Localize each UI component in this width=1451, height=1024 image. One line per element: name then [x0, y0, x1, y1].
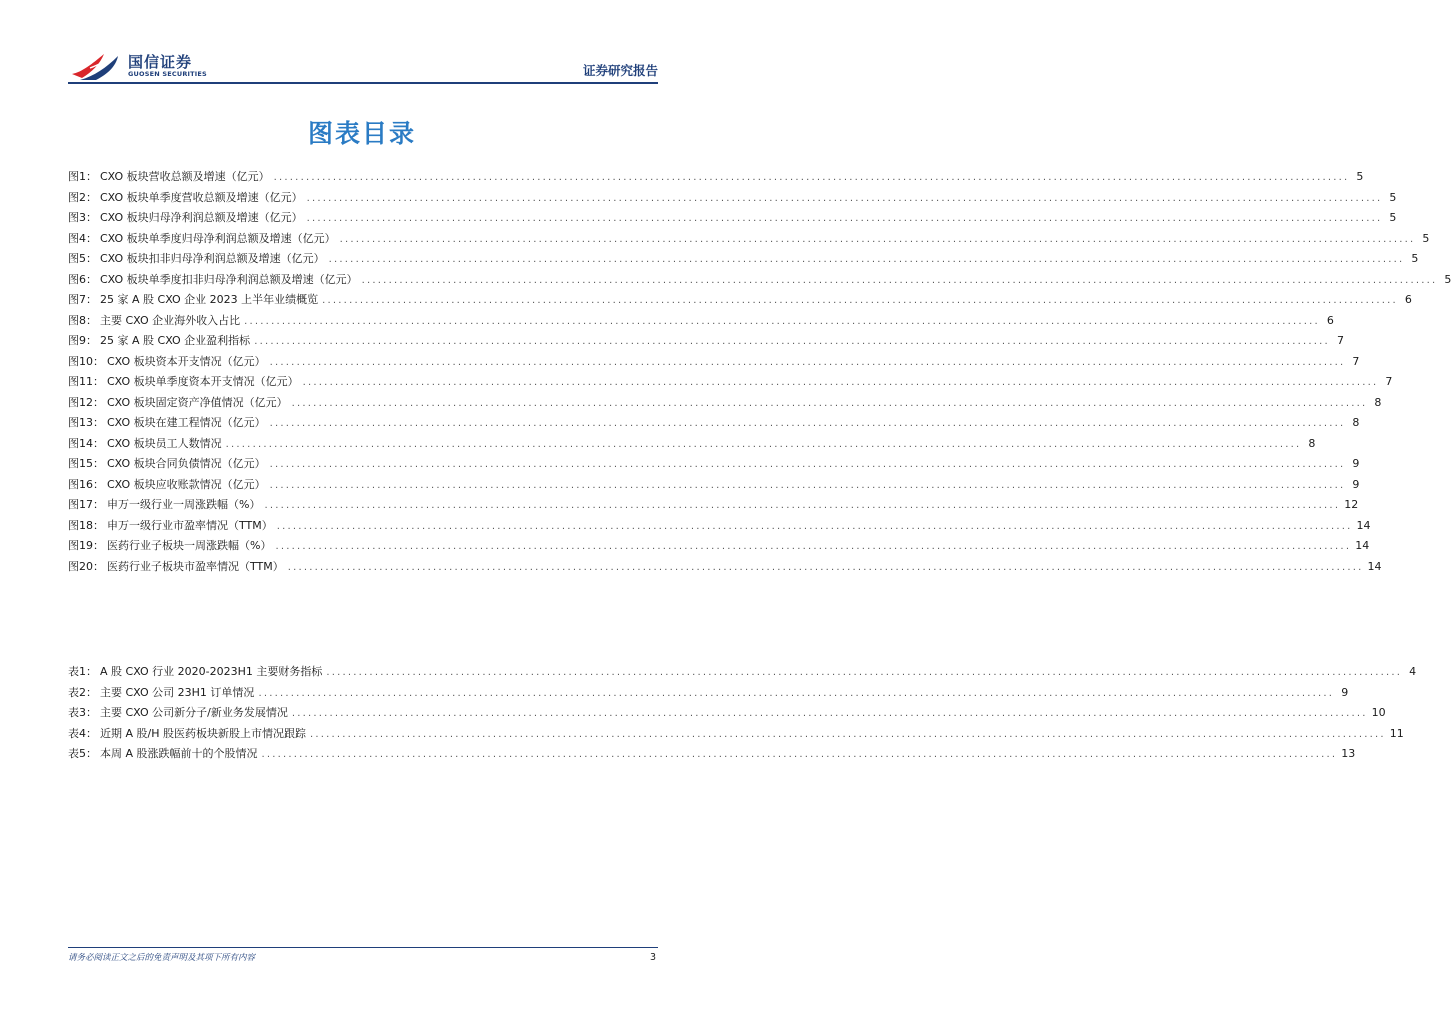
toc-entry-title: CXO 板块在建工程情况（亿元）	[107, 416, 266, 429]
toc-entry-page: 7	[1336, 334, 1344, 347]
toc-entry[interactable]	[68, 436, 1316, 458]
toc-entry-label: 图18：	[68, 518, 104, 532]
toc-dot-leader: ........................................................................................................................................................................................................	[254, 336, 1330, 347]
toc-entry-page: 5	[1422, 231, 1430, 245]
toc-entry-title: 25 家 A 股 CXO 企业 2023 上半年业绩概览	[100, 293, 319, 306]
toc-entry-page: 8	[1308, 436, 1316, 450]
toc-entry-page: 5	[1411, 252, 1419, 265]
toc-entry-label: 表3：	[68, 706, 97, 719]
toc-entry[interactable]	[68, 665, 1417, 686]
toc-dot-leader: ........................................................................................................................................................................................................	[269, 479, 1346, 491]
toc-entry-label: 图4：	[68, 231, 97, 245]
toc-entry-page: 14	[1356, 518, 1371, 532]
toc-entry-label: 图5：	[68, 252, 97, 265]
toc-entry-title: 主要 CXO 公司新分子/新业务发展情况	[100, 706, 288, 719]
toc-entry-page: 5	[1389, 190, 1397, 204]
toc-entry[interactable]	[68, 252, 1419, 273]
toc-dot-leader: ........................................................................................................................................................................................................	[339, 233, 1416, 245]
figures-toc	[68, 170, 1451, 580]
toc-entry-title: CXO 板块应收账款情况（亿元）	[107, 477, 266, 491]
toc-entry[interactable]	[68, 170, 1364, 191]
toc-entry-label: 图15：	[68, 457, 104, 470]
toc-entry-title: CXO 板块归母净利润总额及增速（亿元）	[100, 211, 303, 224]
toc-entry[interactable]	[68, 211, 1397, 232]
guosen-logo-icon	[70, 50, 124, 82]
toc-entry-label: 图6：	[68, 272, 97, 286]
toc-entry-label: 图2：	[68, 190, 97, 204]
header-divider	[68, 82, 658, 84]
toc-entry-label: 图14：	[68, 436, 104, 450]
toc-entry-label: 图16：	[68, 477, 104, 491]
toc-entry-label: 图11：	[68, 375, 104, 388]
toc-entry-title: CXO 板块单季度扣非归母净利润总额及增速（亿元）	[100, 272, 358, 286]
toc-dot-leader: ........................................................................................................................................................................................................	[258, 687, 1335, 699]
toc-entry-title: CXO 板块合同负债情况（亿元）	[107, 457, 266, 470]
toc-entry-label: 表5：	[68, 747, 97, 760]
toc-entry-page: 7	[1385, 375, 1393, 388]
toc-entry-title: CXO 板块资本开支情况（亿元）	[107, 354, 266, 368]
toc-entry-label: 图7：	[68, 293, 97, 306]
toc-dot-leader: ........................................................................................................................................................................................................	[322, 295, 1398, 306]
toc-entry-title: 25 家 A 股 CXO 企业盈利指标	[100, 334, 251, 347]
toc-entry-label: 图20：	[68, 559, 104, 573]
page-number: 3	[649, 952, 656, 963]
toc-entry[interactable]	[68, 539, 1370, 560]
toc-entry-label: 图13：	[68, 416, 104, 429]
toc-entry[interactable]	[68, 272, 1451, 294]
toc-dot-leader: ........................................................................................................................................................................................................	[287, 561, 1364, 573]
toc-entry[interactable]	[68, 498, 1359, 519]
toc-dot-leader: ........................................................................................................................................................................................................	[225, 438, 1302, 450]
toc-dot-leader: ........................................................................................................................................................................................................	[275, 541, 1352, 552]
toc-entry[interactable]	[68, 726, 1404, 748]
toc-entry-label: 表2：	[68, 685, 97, 699]
toc-entry[interactable]	[68, 231, 1430, 253]
toc-entry[interactable]	[68, 354, 1360, 376]
toc-dot-leader: ........................................................................................................................................................................................................	[276, 520, 1353, 532]
toc-entry-title: CXO 板块固定资产净值情况（亿元）	[107, 395, 288, 409]
toc-entry-page: 6	[1326, 313, 1334, 327]
toc-entry-label: 表1：	[68, 665, 97, 678]
toc-dot-leader: ........................................................................................................................................................................................................	[244, 315, 1320, 327]
toc-entry-page: 9	[1341, 685, 1349, 699]
toc-entry-page: 14	[1355, 539, 1370, 552]
footer-divider	[68, 947, 658, 948]
logo-english-name: GUOSEN SECURITIES	[128, 70, 207, 78]
toc-entry[interactable]	[68, 559, 1382, 581]
toc-entry[interactable]	[68, 334, 1344, 355]
toc-dot-leader: ........................................................................................................................................................................................................	[302, 377, 1379, 388]
toc-entry-page: 13	[1341, 747, 1356, 760]
toc-dot-leader: ........................................................................................................................................................................................................	[273, 172, 1350, 183]
toc-entry[interactable]	[68, 313, 1334, 335]
toc-entry-title: 申万一级行业一周涨跌幅（%）	[107, 498, 261, 511]
toc-dot-leader: ........................................................................................................................................................................................................	[310, 728, 1386, 740]
toc-entry[interactable]	[68, 375, 1393, 396]
page-title: 图表目录	[307, 119, 416, 148]
toc-entry-title: CXO 板块员工人数情况	[107, 436, 222, 450]
logo-chinese-name: 国信证券	[128, 53, 193, 71]
tables-toc	[68, 665, 1417, 768]
toc-entry[interactable]	[68, 395, 1382, 417]
toc-entry-title: 近期 A 股/H 股医药板块新股上市情况跟踪	[100, 726, 306, 740]
toc-dot-leader: ........................................................................................................................................................................................................	[328, 254, 1405, 265]
page-header	[68, 50, 658, 86]
toc-entry-page: 10	[1371, 706, 1386, 719]
toc-entry-page: 7	[1352, 354, 1360, 368]
report-type-label: 证券研究报告	[582, 63, 658, 78]
toc-entry-title: 主要 CXO 公司 23H1 订单情况	[100, 685, 255, 699]
toc-entry-label: 图10：	[68, 354, 104, 368]
toc-entry-title: 主要 CXO 企业海外收入占比	[100, 313, 241, 327]
toc-entry-page: 5	[1444, 272, 1451, 286]
toc-dot-leader: ........................................................................................................................................................................................................	[306, 192, 1383, 204]
toc-entry-title: CXO 板块扣非归母净利润总额及增速（亿元）	[100, 252, 325, 265]
toc-entry[interactable]	[68, 477, 1360, 499]
toc-dot-leader: ........................................................................................................................................................................................................	[326, 667, 1403, 678]
toc-entry[interactable]	[68, 747, 1356, 768]
toc-entry-page: 8	[1374, 395, 1382, 409]
toc-entry-title: 本周 A 股涨跌幅前十的个股情况	[100, 747, 258, 760]
toc-dot-leader: ........................................................................................................................................................................................................	[269, 356, 1346, 368]
toc-entry[interactable]	[68, 190, 1397, 212]
toc-dot-leader: ........................................................................................................................................................................................................	[264, 500, 1341, 511]
toc-entry-title: 医药行业子板块市盈率情况（TTM）	[107, 559, 284, 573]
toc-entry-title: 申万一级行业市盈率情况（TTM）	[107, 518, 273, 532]
toc-entry-label: 图1：	[68, 170, 97, 183]
toc-entry-page: 6	[1404, 293, 1412, 306]
toc-entry[interactable]	[68, 293, 1412, 314]
toc-entry-label: 图17：	[68, 498, 104, 511]
toc-entry-page: 11	[1389, 726, 1404, 740]
toc-entry-label: 图3：	[68, 211, 97, 224]
toc-dot-leader: ........................................................................................................................................................................................................	[291, 397, 1368, 409]
toc-entry-page: 5	[1389, 211, 1397, 224]
toc-dot-leader: ........................................................................................................................................................................................................	[269, 418, 1346, 429]
toc-entry-label: 图8：	[68, 313, 97, 327]
toc-entry-page: 8	[1352, 416, 1360, 429]
toc-entry-title: CXO 板块营收总额及增速（亿元）	[100, 170, 270, 183]
toc-entry-title: 医药行业子板块一周涨跌幅（%）	[107, 539, 272, 552]
toc-entry[interactable]	[68, 518, 1371, 540]
toc-entry[interactable]	[68, 416, 1360, 437]
company-logo	[70, 50, 230, 82]
toc-dot-leader: ........................................................................................................................................................................................................	[291, 708, 1368, 719]
toc-entry-title: CXO 板块单季度营收总额及增速（亿元）	[100, 190, 303, 204]
toc-entry-page: 4	[1409, 665, 1417, 678]
toc-entry[interactable]	[68, 706, 1386, 727]
toc-entry-page: 12	[1344, 498, 1359, 511]
toc-entry-label: 图19：	[68, 539, 104, 552]
toc-dot-leader: ........................................................................................................................................................................................................	[261, 749, 1338, 760]
toc-entry-label: 表4：	[68, 726, 97, 740]
toc-entry[interactable]	[68, 457, 1360, 478]
toc-entry-label: 图9：	[68, 334, 97, 347]
toc-entry-title: A 股 CXO 行业 2020-2023H1 主要财务指标	[100, 665, 323, 678]
toc-dot-leader: ........................................................................................................................................................................................................	[306, 213, 1383, 224]
toc-entry[interactable]	[68, 685, 1349, 707]
footer-disclaimer: 请务必阅读正文之后的免责声明及其项下所有内容	[68, 953, 256, 963]
toc-entry-label: 图12：	[68, 395, 104, 409]
toc-entry-title: CXO 板块单季度资本开支情况（亿元）	[107, 375, 299, 388]
toc-dot-leader: ........................................................................................................................................................................................................	[361, 274, 1438, 286]
toc-entry-page: 14	[1367, 559, 1382, 573]
toc-dot-leader: ........................................................................................................................................................................................................	[269, 459, 1346, 470]
toc-entry-page: 5	[1356, 170, 1364, 183]
toc-entry-page: 9	[1352, 457, 1360, 470]
toc-entry-title: CXO 板块单季度归母净利润总额及增速（亿元）	[100, 231, 336, 245]
toc-entry-page: 9	[1352, 477, 1360, 491]
